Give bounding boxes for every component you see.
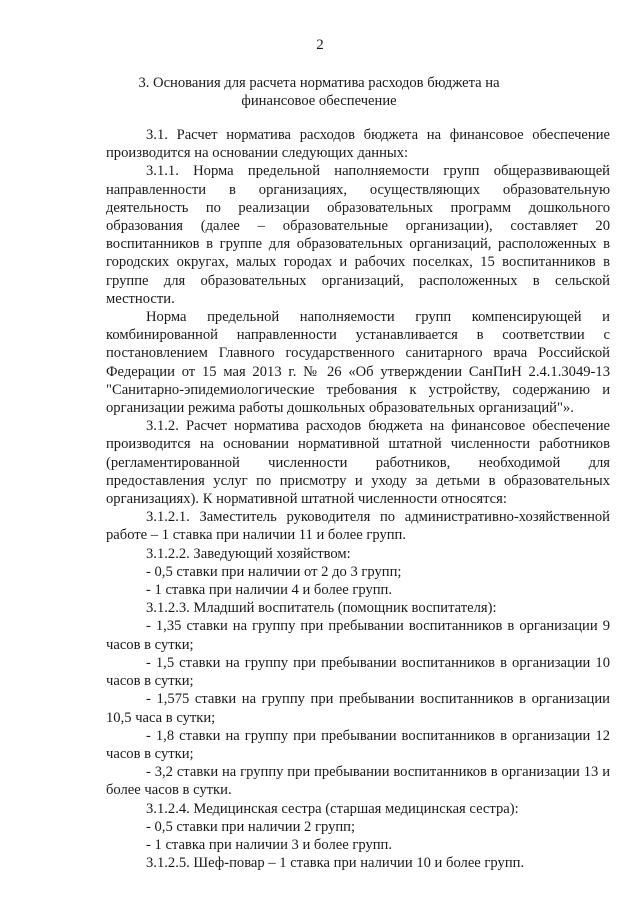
paragraph: 3.1.2.2. Заведующий хозяйством:: [146, 545, 351, 562]
list-item: - 1,5 ставки на группу при пребывании воспитанников в организации 10 часов в сутки;: [106, 654, 610, 690]
paragraph: 3.1. Расчет норматива расходов бюджета на финансовое обеспечение производится на основании следующих данных:: [106, 127, 610, 162]
list-item: - 1,8 ставки на группу при пребывании воспитанников в организации 12 часов в сутки;: [106, 727, 610, 762]
list-item: - 1,35 ставки на группу при пребывании воспитанников в организации 9 часов в сутки;: [106, 618, 610, 653]
paragraph: 3.1.1. Норма предельной наполняемости групп общеразвивающей направленности в организациях, осуществляющих образовательную деятельность по реализации образовательных программ дошкольного образования (далее – образовательные организации), составляет 20 воспитанников в группе для образовательных организаций, расположенных в городских округах, малых городах и рабочих поселках, 15 воспитанников в группе для образовательных организаций, расположенных в сельской местности.: [106, 163, 610, 307]
paragraph: Норма предельной наполняемости групп компенсирующей и комбинированной направленности устанавливается в соответствии с постановлением Главного государственного санитарного врача Российской Федерации от 15 мая 2013 г. № 26 «Об утверждении СанПиН 2.4.1.3049-13 "Санитарно-эпидемиологические требования к устройству, содержанию и организации режима работы дошкольных образовательных организаций"».: [106, 309, 610, 417]
paragraph: 3.1.2.5. Шеф-повар – 1 ставка при наличии 10 и более групп.: [146, 855, 525, 872]
page-number: 2: [316, 37, 324, 53]
paragraph: 3.1.2.4. Медицинская сестра (старшая медицинская сестра):: [146, 800, 519, 817]
list-item: - 3,2 ставки на группу при пребывании воспитанников в организации 13 и более часов в сутки.: [106, 764, 610, 799]
paragraph: 3.1.2. Расчет норматива расходов бюджета на финансовое обеспечение производится на основании нормативной штатной численности работников (регламентированной численности работников, необходимой для предоставления услуг по присмотру и уходу за детьми в образовательных организациях). К нормативной штатной численности относятся:: [106, 418, 610, 508]
list-item: - 1,575 ставки на группу при пребывании воспитанников в организации 10,5 часа в сутки;: [106, 691, 610, 726]
section-heading: 3. Основания для расчета норматива расходов бюджета на финансовое обеспечение: [138, 75, 500, 109]
list-item: - 0,5 ставки при наличии от 2 до 3 групп;: [146, 563, 402, 580]
list-item: - 0,5 ставки при наличии 2 групп;: [146, 818, 356, 835]
paragraph: 3.1.2.3. Младший воспитатель (помощник воспитателя):: [146, 600, 497, 617]
list-item: - 1 ставка при наличии 4 и более групп.: [146, 582, 393, 599]
list-item: - 1 ставка при наличии 3 и более групп.: [146, 836, 393, 853]
paragraph: 3.1.2.1. Заместитель руководителя по административно-хозяйственной работе – 1 ставка при наличии 11 и более групп.: [106, 509, 610, 544]
body-text: [106, 126, 610, 872]
